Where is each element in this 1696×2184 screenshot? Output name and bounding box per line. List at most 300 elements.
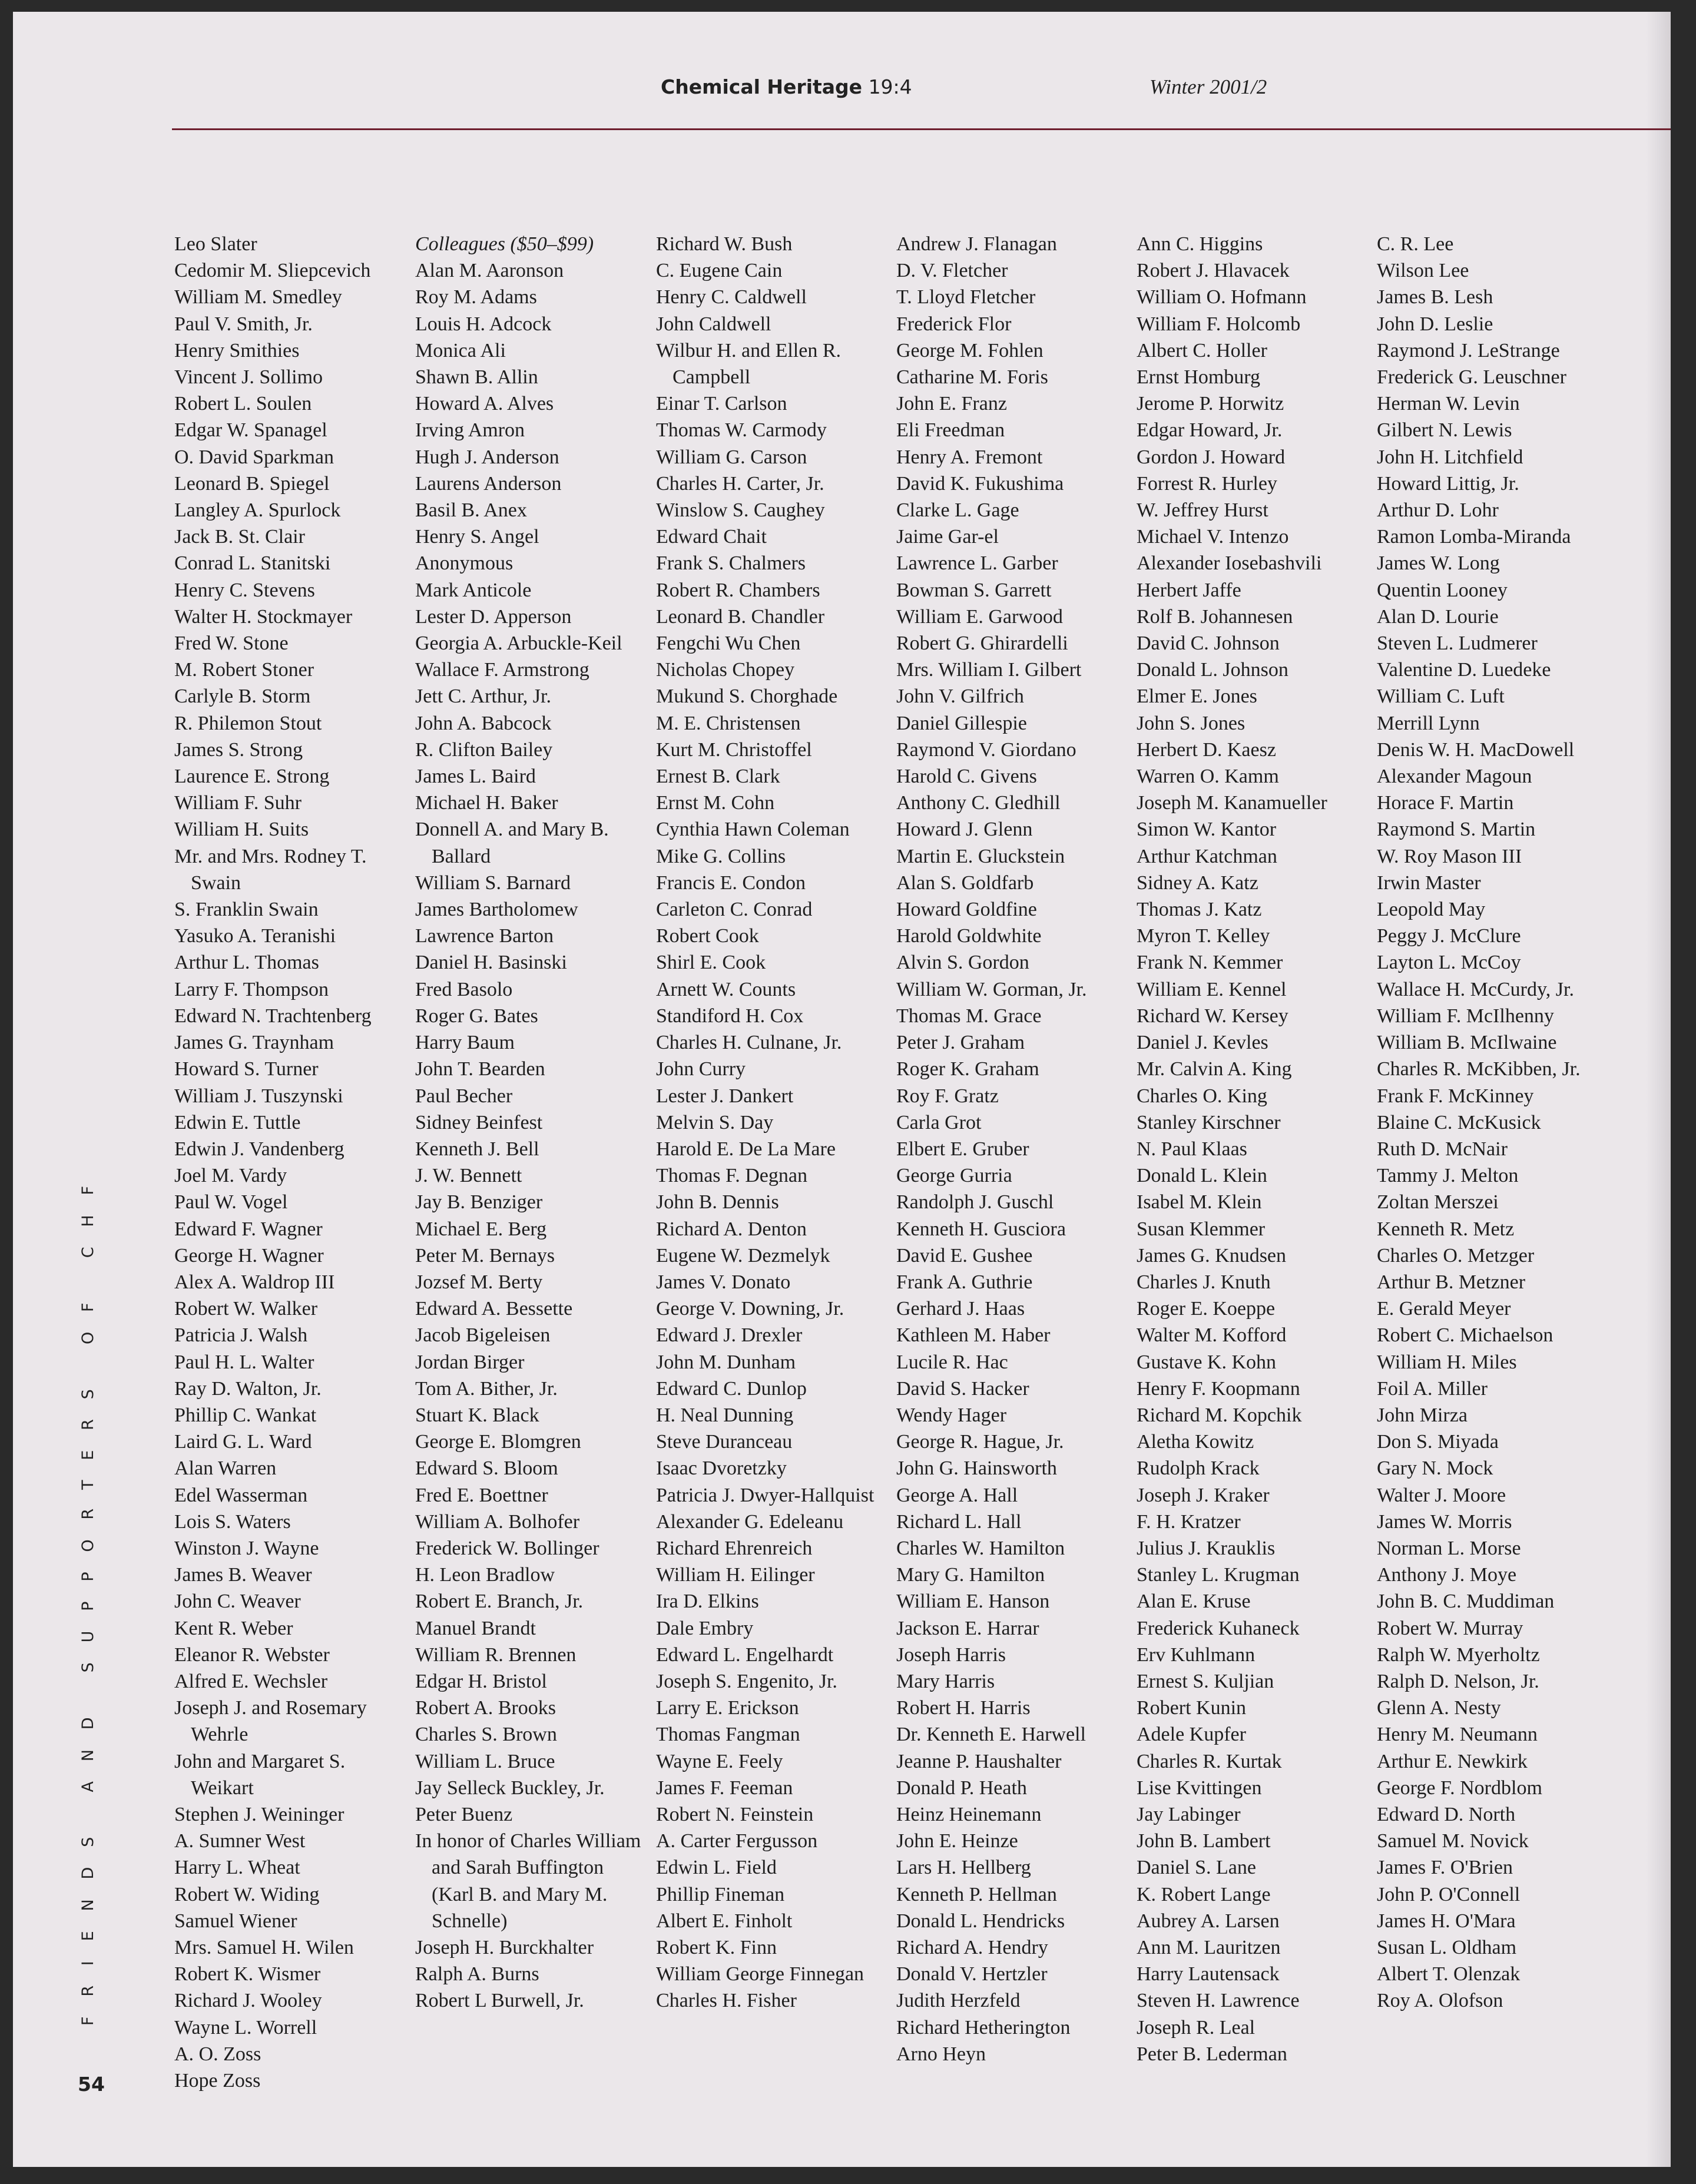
donor-name: Edward N. Trachtenberg (174, 1005, 372, 1027)
donor-name: Alfred E. Wechsler (174, 1670, 328, 1692)
donor-name: Paul W. Vogel (174, 1191, 288, 1214)
donor-name: Arthur D. Lohr (1377, 499, 1499, 522)
donor-name: Robert J. Hlavacek (1137, 260, 1290, 282)
donor-name: William A. Bolhofer (415, 1510, 580, 1533)
donor-name: Rudolph Krack (1137, 1457, 1260, 1480)
donor-name: Steve Duranceau (656, 1431, 793, 1453)
donor-name: Phillip C. Wankat (174, 1404, 317, 1426)
donor-column-2 (415, 231, 651, 2014)
donor-name: Alvin S. Gordon (896, 952, 1029, 974)
donor-name: Eli Freedman (896, 419, 1005, 442)
donor-name: Alexander Magoun (1377, 765, 1532, 788)
donor-name: Blaine C. McKusick (1377, 1111, 1541, 1134)
donor-name: Wayne E. Feely (656, 1750, 783, 1772)
donor-name: Anonymous (415, 552, 514, 575)
donor-name: John P. O'Connell (1377, 1883, 1521, 1905)
donor-name: Mrs. William I. Gilbert (896, 659, 1082, 681)
donor-name: Patricia J. Walsh (174, 1324, 308, 1347)
donor-name: Alan Warren (174, 1457, 277, 1480)
donor-name: Gerhard J. Haas (896, 1298, 1025, 1320)
donor-name: H. Leon Bradlow (415, 1564, 555, 1586)
donor-name: Carlyle B. Storm (174, 685, 311, 708)
donor-name: Eugene W. Dezmelyk (656, 1244, 830, 1267)
donor-name: Joseph J. Kraker (1137, 1484, 1270, 1506)
donor-name: Don S. Miyada (1377, 1431, 1499, 1453)
donor-name: Winston J. Wayne (174, 1537, 319, 1559)
donor-name: Edward L. Engelhardt (656, 1643, 834, 1666)
donor-name: Lucile R. Hac (896, 1351, 1008, 1373)
donor-name: C. Eugene Cain (656, 260, 783, 282)
donor-name: Daniel S. Lane (1137, 1857, 1256, 1879)
donor-name: Jack B. St. Clair (174, 526, 305, 548)
donor-name: Randolph J. Guschl (896, 1191, 1054, 1214)
donor-name: Edwin J. Vandenberg (174, 1138, 344, 1160)
donor-name: William E. Kennel (1137, 978, 1287, 1000)
donor-name: Jerome P. Horwitz (1137, 393, 1284, 415)
donor-name: Michael E. Berg (415, 1218, 547, 1240)
donor-name: Jaime Gar-el (896, 526, 999, 548)
donor-name: Arnett W. Counts (656, 978, 796, 1000)
donor-name: William F. Holcomb (1137, 313, 1301, 335)
donor-name: W. Roy Mason III (1377, 845, 1522, 867)
donor-name: Donnell A. and Mary B. Ballard (415, 818, 609, 867)
donor-name: Edgar W. Spanagel (174, 419, 327, 442)
donor-name: Phillip Fineman (656, 1883, 785, 1905)
donor-name: Edward C. Dunlop (656, 1377, 807, 1400)
donor-name: Isaac Dvoretzky (656, 1457, 787, 1480)
donor-name: Fengchi Wu Chen (656, 632, 801, 655)
donor-name: John S. Jones (1137, 712, 1246, 734)
donor-name: William O. Hofmann (1137, 286, 1307, 309)
donor-name: Peter J. Graham (896, 1032, 1025, 1054)
donor-name: Edward D. North (1377, 1803, 1516, 1825)
donor-name: William G. Carson (656, 446, 807, 468)
donor-name: Alan M. Aaronson (415, 260, 564, 282)
donor-name: Charles R. Kurtak (1137, 1750, 1282, 1772)
donor-name: Roy A. Olofson (1377, 1990, 1503, 2012)
donor-name: Julius J. Krauklis (1137, 1537, 1276, 1559)
donor-name: John E. Franz (896, 393, 1007, 415)
donor-name: John G. Hainsworth (896, 1457, 1057, 1480)
donor-name: Yasuko A. Teranishi (174, 925, 336, 947)
donor-name: Gary N. Mock (1377, 1457, 1493, 1480)
donor-name: Susan L. Oldham (1377, 1937, 1517, 1958)
donor-name: Gilbert N. Lewis (1377, 419, 1512, 442)
donor-name: Lawrence Barton (415, 925, 554, 947)
page-number: 54 (78, 2073, 105, 2096)
donor-name: Ray D. Walton, Jr. (174, 1377, 322, 1400)
donor-name: Valentine D. Luedeke (1377, 659, 1551, 681)
donor-name: Lester J. Dankert (656, 1085, 794, 1107)
donor-name: Dr. Kenneth E. Harwell (896, 1724, 1086, 1746)
donor-name: James F. O'Brien (1377, 1857, 1513, 1879)
donor-name: Peter B. Lederman (1137, 2043, 1287, 2065)
donor-name: John E. Heinze (896, 1830, 1018, 1852)
donor-name: Adele Kupfer (1137, 1724, 1246, 1746)
donor-name: Fred E. Boettner (415, 1484, 548, 1506)
donor-name: Roger K. Graham (896, 1058, 1039, 1081)
donor-name: Jay Labinger (1137, 1803, 1241, 1825)
header-rule (172, 128, 1671, 130)
donor-name: John and Margaret S. Weikart (174, 1750, 346, 1799)
donor-name: Donald V. Hertzler (896, 1963, 1048, 1986)
donor-name: A. Carter Fergusson (656, 1830, 818, 1852)
donor-name: Laurens Anderson (415, 472, 562, 495)
donor-name: F. H. Kratzer (1137, 1510, 1241, 1533)
donor-name: Stephen J. Weininger (174, 1803, 344, 1825)
donor-name: O. David Sparkman (174, 446, 334, 468)
donor-name: Daniel H. Basinski (415, 952, 567, 974)
donor-name: Anthony J. Moye (1377, 1564, 1517, 1586)
donor-name: Howard S. Turner (174, 1058, 319, 1081)
donor-name: Alan S. Goldfarb (896, 871, 1034, 894)
donor-name: George H. Wagner (174, 1244, 324, 1267)
donor-name: Conrad L. Stanitski (174, 552, 331, 575)
donor-name: James B. Lesh (1377, 286, 1493, 309)
donor-name: George F. Nordblom (1377, 1777, 1542, 1799)
donor-column-6 (1377, 231, 1612, 2014)
donor-name: Irwin Master (1377, 871, 1481, 894)
donor-name: Ralph A. Burns (415, 1963, 539, 1986)
donor-level-heading: Colleagues ($50–$99) (415, 233, 594, 255)
donor-name: Myron T. Kelley (1137, 925, 1270, 947)
donor-name: Georgia A. Arbuckle-Keil (415, 632, 622, 655)
donor-name: Elbert E. Gruber (896, 1138, 1029, 1160)
donor-name: Thomas F. Degnan (656, 1165, 807, 1187)
donor-name: David C. Johnson (1137, 632, 1280, 655)
issue-date: Winter 2001/2 (1150, 75, 1267, 98)
donor-name: Frank N. Kemmer (1137, 952, 1283, 974)
donor-name: Irving Amron (415, 419, 525, 442)
journal-title (661, 75, 912, 98)
donor-name: Shawn B. Allin (415, 366, 538, 389)
donor-name: Winslow S. Caughey (656, 499, 825, 522)
donor-name: Charles H. Carter, Jr. (656, 472, 824, 495)
donor-name: Ernst M. Cohn (656, 792, 775, 814)
donor-name: Frank A. Guthrie (896, 1271, 1033, 1293)
donor-name: Standiford H. Cox (656, 1005, 804, 1027)
donor-name: Charles R. McKibben, Jr. (1377, 1058, 1581, 1081)
donor-name: Raymond J. LeStrange (1377, 339, 1560, 362)
page-spine-shadow (1646, 12, 1671, 2167)
donor-name: George R. Hague, Jr. (896, 1431, 1064, 1453)
donor-name: Sidney Beinfest (415, 1111, 543, 1134)
donor-name: Alexander Iosebashvili (1137, 552, 1322, 575)
donor-name: Albert C. Holler (1137, 339, 1267, 362)
donor-name: Leonard B. Chandler (656, 605, 825, 628)
donor-name: Ernest B. Clark (656, 765, 780, 788)
donor-name: Richard Ehrenreich (656, 1537, 813, 1559)
donor-name: A. Sumner West (174, 1830, 306, 1852)
donor-name: Lester D. Apperson (415, 605, 572, 628)
donor-name: Zoltan Merszei (1377, 1191, 1499, 1214)
donor-name: Arthur E. Newkirk (1377, 1750, 1528, 1772)
donor-name: Henry Smithies (174, 339, 300, 362)
donor-name: Ralph D. Nelson, Jr. (1377, 1670, 1539, 1692)
donor-name: Howard Goldfine (896, 899, 1037, 921)
donor-name: Joseph J. and Rosemary Wehrle (174, 1697, 367, 1746)
donor-name: Robert G. Ghirardelli (896, 632, 1068, 655)
donor-name: John T. Bearden (415, 1058, 545, 1081)
donor-name: James B. Weaver (174, 1564, 312, 1586)
donor-name: Shirl E. Cook (656, 952, 766, 974)
donor-name: William H. Eilinger (656, 1564, 815, 1586)
donor-name: Robert C. Michaelson (1377, 1324, 1553, 1347)
donor-name: Frank F. McKinney (1377, 1085, 1534, 1107)
donor-name: Paul H. L. Walter (174, 1351, 314, 1373)
donor-name: Jay B. Benziger (415, 1191, 543, 1214)
donor-name: Robert A. Brooks (415, 1697, 556, 1719)
donor-name: Nicholas Chopey (656, 659, 795, 681)
donor-name: Roy M. Adams (415, 286, 537, 309)
donor-name: Patricia J. Dwyer-Hallquist (656, 1484, 874, 1506)
donor-name: Richard W. Kersey (1137, 1005, 1288, 1027)
donor-name: Herman W. Levin (1377, 393, 1520, 415)
donor-name: William H. Miles (1377, 1351, 1517, 1373)
donor-name: Simon W. Kantor (1137, 818, 1277, 841)
donor-name: Richard W. Bush (656, 233, 793, 255)
donor-name: Stuart K. Black (415, 1404, 539, 1426)
donor-name: Jozsef M. Berty (415, 1271, 543, 1293)
donor-name: Layton L. McCoy (1377, 952, 1521, 974)
donor-name: George A. Hall (896, 1484, 1018, 1506)
donor-name: Lise Kvittingen (1137, 1777, 1262, 1799)
donor-name: Bowman S. Garrett (896, 579, 1052, 601)
donor-name: Daniel Gillespie (896, 712, 1027, 734)
donor-name: Roy F. Gratz (896, 1085, 999, 1107)
donor-name: George M. Fohlen (896, 339, 1044, 362)
donor-name: Robert H. Harris (896, 1697, 1031, 1719)
donor-name: Roger G. Bates (415, 1005, 538, 1027)
donor-name: Wilson Lee (1377, 260, 1469, 282)
donor-name: Jeanne P. Haushalter (896, 1750, 1062, 1772)
donor-name: Vincent J. Sollimo (174, 366, 323, 389)
donor-name: Arthur Katchman (1137, 845, 1277, 867)
donor-name: Elmer E. Jones (1137, 685, 1257, 708)
donor-name: Thomas M. Grace (896, 1005, 1042, 1027)
donor-name: Jay Selleck Buckley, Jr. (415, 1777, 605, 1799)
donor-name: Hope Zoss (174, 2070, 261, 2092)
donor-name: S. Franklin Swain (174, 899, 319, 921)
donor-name: William E. Garwood (896, 605, 1063, 628)
donor-name: William W. Gorman, Jr. (896, 978, 1087, 1000)
donor-name: Robert Kunin (1137, 1697, 1247, 1719)
donor-name: Robert W. Widing (174, 1883, 320, 1905)
donor-name: Laurence E. Strong (174, 765, 330, 788)
donor-name: Ann M. Lauritzen (1137, 1937, 1281, 1958)
donor-name: George Gurria (896, 1165, 1012, 1187)
donor-name: Charles H. Culnane, Jr. (656, 1032, 842, 1054)
donor-name: Mukund S. Chorghade (656, 685, 838, 708)
donor-name: Robert K. Wismer (174, 1963, 321, 1986)
donor-name: Donald L. Hendricks (896, 1910, 1065, 1932)
donor-name: Howard Littig, Jr. (1377, 472, 1519, 495)
donor-name: Charles O. Metzger (1377, 1244, 1535, 1267)
donor-name: Heinz Heinemann (896, 1803, 1042, 1825)
donor-column-3 (656, 231, 892, 2014)
donor-name: Stanley L. Krugman (1137, 1564, 1300, 1586)
donor-name: Tammy J. Melton (1377, 1165, 1519, 1187)
donor-name: Mary G. Hamilton (896, 1564, 1045, 1586)
donor-name: William J. Tuszynski (174, 1085, 343, 1107)
donor-name: Edwin L. Field (656, 1857, 777, 1879)
donor-name: Warren O. Kamm (1137, 765, 1279, 788)
donor-name: Lois S. Waters (174, 1510, 291, 1533)
donor-name: M. Robert Stoner (174, 659, 314, 681)
donor-name: Frederick Flor (896, 313, 1012, 335)
donor-name: T. Lloyd Fletcher (896, 286, 1036, 309)
donor-name: Robert K. Finn (656, 1937, 777, 1958)
donor-name: Peter Buenz (415, 1803, 513, 1825)
donor-name: Forrest R. Hurley (1137, 472, 1277, 495)
donor-name: Albert E. Finholt (656, 1910, 793, 1932)
donor-name: Frank S. Chalmers (656, 552, 806, 575)
donor-name: John D. Leslie (1377, 313, 1493, 335)
donor-name: Edward S. Bloom (415, 1457, 558, 1480)
donor-name: James F. Feeman (656, 1777, 793, 1799)
donor-name: Joseph H. Burckhalter (415, 1937, 594, 1958)
donor-name: Richard A. Hendry (896, 1937, 1048, 1958)
donor-name: Kent R. Weber (174, 1617, 293, 1639)
donor-name: Michael V. Intenzo (1137, 526, 1289, 548)
donor-name: Joseph M. Kanamueller (1137, 792, 1327, 814)
donor-name: Alan E. Kruse (1137, 1590, 1251, 1613)
donor-name: Thomas Fangman (656, 1724, 800, 1746)
donor-name: Harry L. Wheat (174, 1857, 300, 1879)
journal-name: Chemical Heritage (661, 75, 863, 98)
donor-name: William F. McIlhenny (1377, 1005, 1554, 1027)
donor-name: Susan Klemmer (1137, 1218, 1266, 1240)
donor-name: John C. Weaver (174, 1590, 301, 1613)
donor-name: R. Philemon Stout (174, 712, 322, 734)
donor-name: Thomas J. Katz (1137, 899, 1262, 921)
donor-name: Harold E. De La Mare (656, 1138, 836, 1160)
donor-name: Isabel M. Klein (1137, 1191, 1262, 1214)
donor-name: Robert L Burwell, Jr. (415, 1990, 584, 2012)
donor-name: Larry F. Thompson (174, 978, 329, 1000)
donor-name: Richard M. Kopchik (1137, 1404, 1302, 1426)
donor-name: Mike G. Collins (656, 845, 786, 867)
donor-name: In honor of Charles William and Sarah Buffington (Karl B. and Mary M. Schnelle) (415, 1830, 641, 1932)
donor-name: H. Neal Dunning (656, 1404, 794, 1426)
donor-name: Alan D. Lourie (1377, 605, 1499, 628)
donor-name: Wallace H. McCurdy, Jr. (1377, 978, 1574, 1000)
donor-name: Andrew J. Flanagan (896, 233, 1057, 255)
donor-name: Roger E. Koeppe (1137, 1298, 1276, 1320)
donor-name: Richard L. Hall (896, 1510, 1022, 1533)
donor-name: Harold C. Givens (896, 765, 1037, 788)
donor-name: Judith Herzfeld (896, 1990, 1021, 2012)
donor-name: William S. Barnard (415, 871, 571, 894)
donor-name: Jett C. Arthur, Jr. (415, 685, 551, 708)
donor-name: Laird G. L. Ward (174, 1431, 312, 1453)
donor-name: Harry Baum (415, 1032, 515, 1054)
donor-name: Francis E. Condon (656, 871, 806, 894)
donor-name: Mary Harris (896, 1670, 995, 1692)
donor-name: Charles J. Knuth (1137, 1271, 1271, 1293)
donor-name: Merrill Lynn (1377, 712, 1480, 734)
donor-name: Rolf B. Johannesen (1137, 605, 1293, 628)
donor-name: Charles O. King (1137, 1085, 1267, 1107)
donor-name: E. Gerald Meyer (1377, 1298, 1511, 1320)
donor-name: William H. Suits (174, 818, 309, 841)
donor-name: Einar T. Carlson (656, 393, 787, 415)
donor-name: Norman L. Morse (1377, 1537, 1521, 1559)
donor-name: Joseph R. Leal (1137, 2016, 1256, 2039)
donor-name: James L. Baird (415, 765, 536, 788)
donor-name: Ralph W. Myerholtz (1377, 1643, 1540, 1666)
donor-name: Leonard B. Spiegel (174, 472, 330, 495)
donor-name: Richard J. Wooley (174, 1990, 322, 2012)
donor-name: Martin E. Gluckstein (896, 845, 1065, 867)
donor-name: William C. Luft (1377, 685, 1505, 708)
donor-name: William E. Hanson (896, 1590, 1050, 1613)
donor-name: Charles W. Hamilton (896, 1537, 1065, 1559)
page (13, 12, 1671, 2167)
donor-name: Robert Cook (656, 925, 759, 947)
donor-name: Fred W. Stone (174, 632, 289, 655)
donor-name: Robert L. Soulen (174, 393, 312, 415)
donor-name: John Curry (656, 1058, 746, 1081)
donor-name: John B. C. Muddiman (1377, 1590, 1555, 1613)
donor-name: David E. Gushee (896, 1244, 1033, 1267)
donor-name: William R. Brennen (415, 1643, 577, 1666)
donor-name: Ramon Lomba-Miranda (1377, 526, 1571, 548)
donor-name: Ira D. Elkins (656, 1590, 759, 1613)
donor-name: John H. Litchfield (1377, 446, 1523, 468)
donor-name: William F. Suhr (174, 792, 302, 814)
donor-name: Howard J. Glenn (896, 818, 1033, 841)
donor-name: Sidney A. Katz (1137, 871, 1258, 894)
donor-name: Albert T. Olenzak (1377, 1963, 1521, 1986)
donor-name: R. Clifton Bailey (415, 738, 553, 761)
donor-column-4 (896, 231, 1132, 2067)
donor-name: Stanley Kirschner (1137, 1111, 1281, 1134)
donor-name: Samuel Wiener (174, 1910, 297, 1932)
donor-name: Louis H. Adcock (415, 313, 552, 335)
donor-name: Thomas W. Carmody (656, 419, 827, 442)
donor-name: Raymond V. Giordano (896, 738, 1076, 761)
donor-name: Robert W. Murray (1377, 1617, 1523, 1639)
donor-name: Monica Ali (415, 339, 506, 362)
donor-name: Kenneth J. Bell (415, 1138, 539, 1160)
donor-name: Edward F. Wagner (174, 1218, 323, 1240)
donor-name: Harry Lautensack (1137, 1963, 1280, 1986)
donor-name: Henry C. Stevens (174, 579, 315, 601)
donor-name: James S. Strong (174, 738, 303, 761)
donor-name: Edward Chait (656, 526, 767, 548)
donor-name: A. O. Zoss (174, 2043, 261, 2065)
donor-name: Gustave K. Kohn (1137, 1351, 1277, 1373)
donor-name: William L. Bruce (415, 1750, 555, 1772)
donor-name: Leo Slater (174, 233, 257, 255)
donor-name: Wallace F. Armstrong (415, 659, 589, 681)
donor-name: Edel Wasserman (174, 1484, 308, 1506)
donor-name: William B. McIlwaine (1377, 1032, 1557, 1054)
donor-name: Ernest S. Kuljian (1137, 1670, 1274, 1692)
donor-name: Gordon J. Howard (1137, 446, 1286, 468)
donor-name: Tom A. Bither, Jr. (415, 1377, 558, 1400)
donor-column-1 (174, 231, 410, 2094)
donor-name: Arno Heyn (896, 2043, 986, 2065)
donor-name: John B. Lambert (1137, 1830, 1271, 1852)
donor-name: Henry A. Fremont (896, 446, 1043, 468)
donor-name: John A. Babcock (415, 712, 552, 734)
donor-name: Edward J. Drexler (656, 1324, 803, 1347)
donor-name: Howard A. Alves (415, 393, 554, 415)
donor-name: C. R. Lee (1377, 233, 1454, 255)
donor-name: Alexander G. Edeleanu (656, 1510, 844, 1533)
